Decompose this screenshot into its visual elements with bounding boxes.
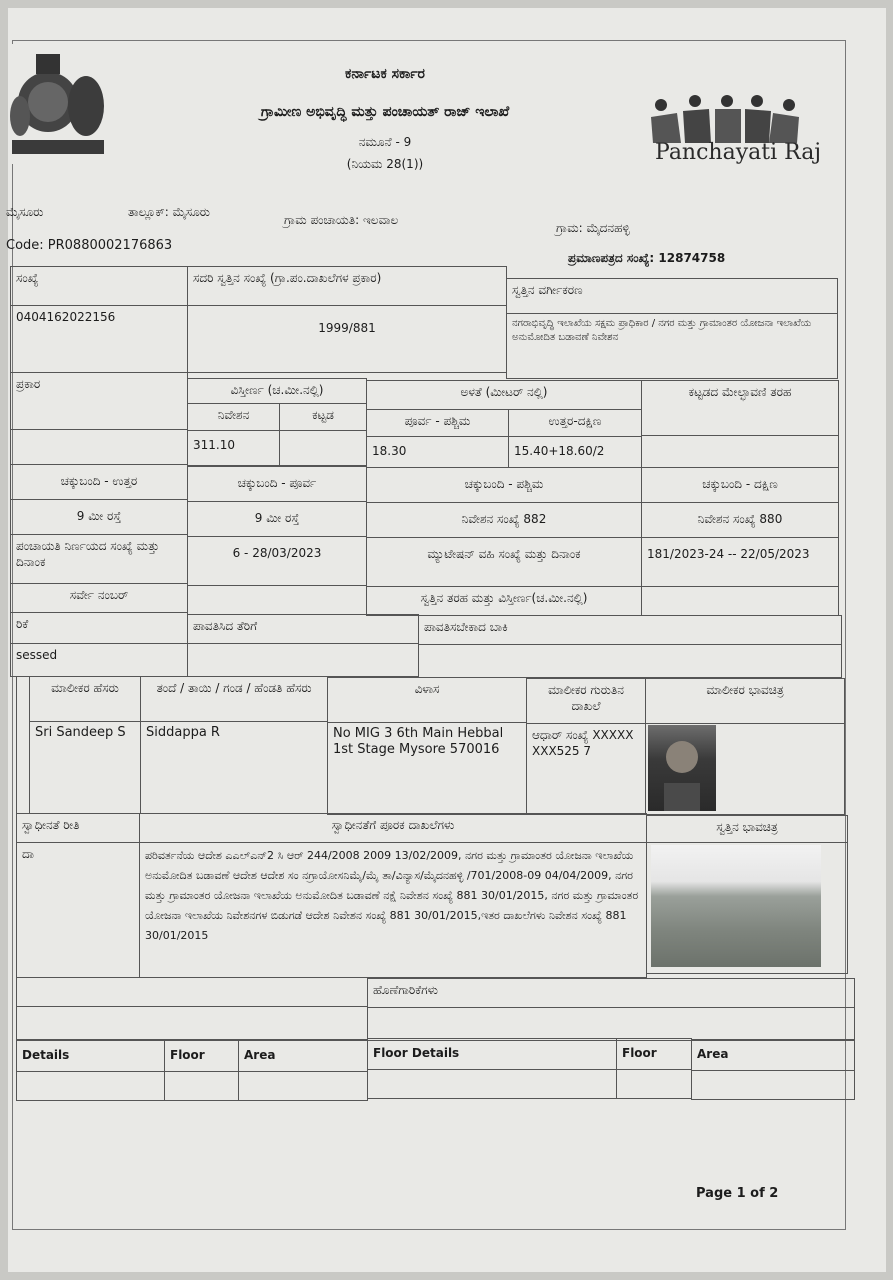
taluk-label: ತಾಲ್ಲೂಕ್: ಮೈಸೂರು — [128, 205, 210, 219]
extent-label: ವಿಸ್ತೀರ್ಣ (ಚ.ಮೀ.ನಲ್ಲಿ) — [187, 378, 367, 404]
owner-relation-label: ತಂದೆ / ತಾಯಿ / ಗಂಡ / ಹೆಂಡತಿ ಹೆಸರು — [140, 676, 328, 722]
form-number: ನಮೂನೆ - 9 — [358, 135, 412, 149]
boundary-south-value: ನಿವೇಶನ ಸಂಖ್ಯೆ 880 — [641, 502, 839, 538]
owner-name-label: ಮಾಲೀಕರ ಹೆಸರು — [29, 676, 141, 722]
person-photo-icon — [648, 725, 716, 811]
boundary-east-label: ಚಕ್ಕುಬಂದಿ - ಪೂರ್ವ — [187, 466, 367, 502]
survey-number-value — [187, 585, 367, 615]
floor-right-value — [616, 1069, 692, 1099]
boundary-east-value: 9 ಮೀ ರಸ್ತೆ — [187, 501, 367, 537]
classification-label: ಸ್ವತ್ತಿನ ವರ್ಗೀಕರಣ — [506, 278, 838, 314]
tax-due-label: ಪಾವತಿಸಬೇಕಾದ ಬಾಕಿ — [418, 615, 842, 645]
village-label: ಗ್ರಾಮ: ಮೈದನಹಳ್ಳಿ — [556, 221, 630, 235]
owner-id-label: ಮಾಲೀಕರ ಗುರುತಿನ ದಾಖಲೆ — [526, 678, 646, 724]
area-left-label: Area — [238, 1040, 368, 1072]
building-extent-value — [279, 430, 367, 466]
acquisition-value: ದಾ — [16, 842, 140, 978]
east-west-label: ಪೂರ್ವ - ಪಶ್ಚಿಮ — [366, 409, 509, 437]
owner-relation-value: Siddappa R — [140, 721, 328, 814]
resolution-value: 6 - 28/03/2023 — [187, 536, 367, 586]
property-type-extent-value — [641, 586, 839, 616]
page-number: Page 1 of 2 — [696, 1186, 779, 1201]
north-south-label: ಉತ್ತರ-ದಕ್ಷಿಣ — [508, 409, 642, 437]
north-south-value: 15.40+18.60/2 — [508, 436, 642, 468]
tax-paid-value — [187, 643, 419, 677]
acquisition-label: ಸ್ವಾಧೀನತೆ ರೀತಿ — [16, 813, 140, 843]
district-label: ಮೈಸೂರು — [6, 205, 44, 219]
boundary-west-label: ಚಕ್ಕುಬಂದಿ - ಪಶ್ಚಿಮ — [366, 467, 642, 503]
owner-id-value: ಆಧಾರ್ ಸಂಖ್ಯೆ XXXXXXXX525 7 — [526, 723, 646, 815]
record-number-label: ಸದರಿ ಸ್ವತ್ತಿನ ಸಂಖ್ಯೆ (ಗ್ರಾ.ಪಂ.ದಾಖಲೆಗಳ ಪ್ರಕಾರ) — [187, 266, 507, 306]
roof-type-label: ಕಟ್ಟಡದ ಮೇಲ್ಛಾವಣಿ ತರಹ — [641, 380, 839, 436]
mutation-label: ಮ್ಯುಟೇಷನ್ ವಹಿ ಸಂಖ್ಯೆ ಮತ್ತು ದಿನಾಂಕ — [366, 537, 642, 587]
building-label: ಕಟ್ಟಡ — [279, 403, 367, 431]
owner-photo-label: ಮಾಲೀಕರ ಭಾವಚಿತ್ರ — [645, 678, 845, 724]
property-photo — [651, 845, 821, 967]
floor-left-value — [164, 1071, 239, 1101]
area-right-label: Area — [691, 1039, 855, 1071]
site-extent-value: 311.10 — [187, 430, 280, 466]
liabilities-value — [367, 1007, 855, 1041]
floor-details-left-label: Details — [16, 1040, 165, 1072]
liabilities-left-cell — [16, 977, 368, 1007]
classification-value: ನಗರಾಭಿವೃದ್ಧಿ ಇಲಾಖೆಯ ಸಕ್ಷಮ ಪ್ರಾಧಿಕಾರ / ನಗರ ಮತ್ತು ಗ್ರಾಮಾಂತರ ಯೋಜನಾ ಇಲಾಖೆಯ ಅನುಮೋದಿತ ಬಡಾವಣೆ ನಿವೇಶನ — [506, 313, 838, 379]
property-photo-label: ಸ್ವತ್ತಿನ ಭಾವಚಿತ್ರ — [646, 815, 848, 843]
owner-address-label: ವಿಳಾಸ — [327, 677, 527, 723]
dimensions-label: ಅಳತೆ (ಮೀಟರ್ ನಲ್ಲಿ) — [366, 380, 642, 410]
survey-number-label: ಸರ್ವೇ ನಂಬರ್ — [10, 583, 188, 613]
property-code: Code: PR0880002176863 — [6, 238, 173, 253]
owner-row-margin — [16, 676, 30, 814]
supporting-docs-label: ಸ್ವಾಧೀನತೆಗೆ ಪೂರಕ ದಾಖಲೆಗಳು — [139, 813, 647, 843]
supporting-docs-value: ಪರಿವರ್ತನೆಯ ಆದೇಶ ಎಎಲ್‌ಎನ್2 ಸಿ ಆರ್ 244/2008 2009 13/02/2009, ನಗರ ಮತ್ತು ಗ್ರಾಮಾಂತರ ಯೋಜನಾ ಇಲಾಖೆಯ ಅನುಮೋದಿತ ಬಡಾವಣೆ ಆದೇಶ ಆದೇಶ ಸಂ ನಗ್ರಾಯೋಸನಿಮೈ/ಮೈ ತಾ/ವಿನ್ಯಾಸ/ಮೈದನಹಳ್ಳಿ /701/2008-09 04/04/2009, ನಗರ ಮತ್ತು ಗ್ರಾಮಾಂತರ ಯೋಜನಾ ಇಲಾಖೆಯ ಅನುಮೋದಿತ ಬಡಾವಣೆ ನಕ್ಷೆ ನಿವೇಶನ ಸಂಖ್ಯೆ 881 30/01/2015, ನಗರ ಮತ್ತು ಗ್ರಾಮಾಂತರ ಯೋಜನಾ ಇಲಾಖೆಯ ನಿವೇಶನಗಳ ಬಿಡುಗಡೆ ಆದೇಶ ನಿವೇಶನ ಸಂಖ್ಯೆ 881 30/01/2015,ಇತರ ದಾಖಲೆಗಳು ನಿವೇಶನ ಸಂಖ್ಯೆ 881 30/01/2015 — [139, 842, 647, 978]
type-label: ಪ್ರಕಾರ — [10, 372, 188, 430]
resolution-label: ಪಂಚಾಯತಿ ನಿರ್ಣಯದ ಸಂಖ್ಯೆ ಮತ್ತು ದಿನಾಂಕ — [10, 534, 188, 584]
karnataka-emblem-icon — [8, 44, 108, 164]
boundary-north-label: ಚಕ್ಕುಬಂದಿ - ಉತ್ತರ — [10, 464, 188, 500]
tax-due-value — [418, 644, 842, 678]
roof-type-value — [641, 435, 839, 468]
owner-name-value: Sri Sandeep S — [29, 721, 141, 814]
tax-paid-label: ಪಾವತಿಸಿದ ತೆರಿಗೆ — [187, 614, 419, 644]
boundary-north-value: 9 ಮೀ ರಸ್ತೆ — [10, 499, 188, 535]
east-west-value: 18.30 — [366, 436, 509, 468]
boundary-south-label: ಚಕ್ಕುಬಂದಿ - ದಕ್ಷಿಣ — [641, 467, 839, 503]
floor-right-label: Floor — [616, 1038, 692, 1070]
tax-assessed-label: sessed — [10, 643, 188, 677]
mutation-value: 181/2023-24 -- 22/05/2023 — [641, 537, 839, 587]
area-left-value — [238, 1071, 368, 1101]
tax-left-label: ರಿಕೆ — [10, 612, 188, 644]
boundary-west-value: ನಿವೇಶನ ಸಂಖ್ಯೆ 882 — [366, 502, 642, 538]
type-value — [10, 429, 188, 465]
floor-details-left-value — [16, 1071, 165, 1101]
floor-details-right-value — [367, 1069, 617, 1099]
liabilities-left-value — [16, 1006, 368, 1040]
gov-title: ಕರ್ನಾಟಕ ಸರ್ಕಾರ — [345, 66, 425, 82]
property-type-extent-label: ಸ್ವತ್ತಿನ ತರಹ ಮತ್ತು ವಿಸ್ತೀರ್ಣ(ಚ.ಮೀ.ನಲ್ಲಿ) — [366, 586, 642, 616]
gp-label: ಗ್ರಾಮ ಪಂಚಾಯತಿ: ಇಲವಾಲ — [284, 213, 399, 227]
rule-number: (ನಿಯಮ 28(1)) — [346, 157, 424, 171]
site-label: ನಿವೇಶನ — [187, 403, 280, 431]
department-title: ಗ್ರಾಮೀಣ ಅಭಿವೃದ್ಧಿ ಮತ್ತು ಪಂಚಾಯತ್ ರಾಜ್ ಇಲಾಖೆ — [260, 104, 510, 120]
floor-details-right-label: Floor Details — [367, 1038, 617, 1070]
owner-photo — [648, 725, 716, 811]
owner-address-value: No MIG 3 6th Main Hebbal 1st Stage Mysore 570016 — [327, 722, 527, 815]
area-right-value — [691, 1070, 855, 1100]
liabilities-label: ಹೊಣೆಗಾರಿಕೆಗಳು — [367, 978, 855, 1008]
floor-left-label: Floor — [164, 1040, 239, 1072]
brand-label: Panchayati Raj — [655, 140, 822, 165]
record-number-value: 1999/881 — [187, 305, 507, 373]
property-id-value: 0404162022156 — [10, 305, 188, 373]
certificate-number: ಪ್ರಮಾಣಪತ್ರದ ಸಂಖ್ಯೆ: 12874758 — [568, 251, 726, 265]
property-id-label: ಸಂಖ್ಯೆ — [10, 266, 188, 306]
